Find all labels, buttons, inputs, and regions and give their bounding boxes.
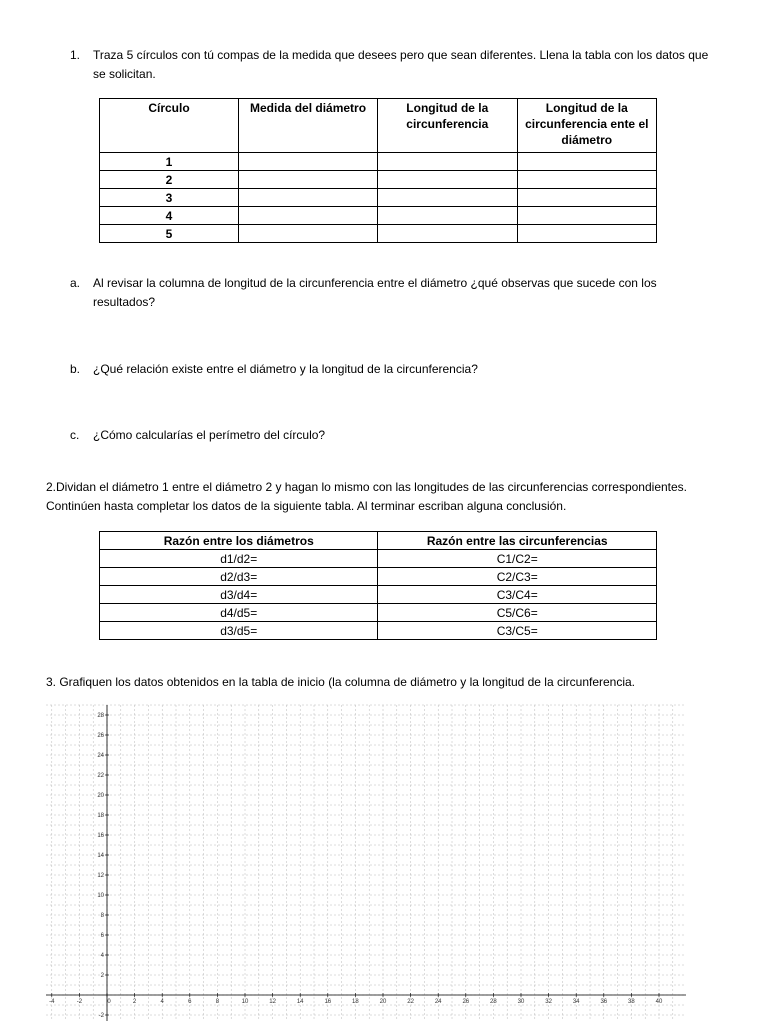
table-row [100,225,657,243]
x-tick-label: -2 [76,999,83,1005]
y-tick-label: 14 [97,853,104,859]
diameter-ratio-cell[interactable]: d4/d5= [100,604,378,622]
row-number: 4 [100,207,239,225]
circumference-ratio-cell[interactable]: C1/C2= [378,550,657,568]
x-tick-label: 34 [572,999,580,1005]
diameter-ratio-cell[interactable]: d3/d5= [100,622,378,640]
x-tick-label: 38 [628,999,635,1005]
x-tick-label: 20 [379,999,387,1005]
header-circulo: Círculo [100,99,239,153]
ratio-cell[interactable] [517,225,656,243]
circumference-ratio-cell[interactable]: C3/C5= [378,622,657,640]
x-tick-label: 22 [407,999,414,1005]
question-c [70,426,720,445]
x-tick-label: 30 [517,999,525,1005]
diameter-cell[interactable] [238,153,377,171]
grid-lines [46,705,686,1021]
table-row [100,153,657,171]
x-tick-label: 24 [434,999,442,1005]
y-tick-label: 26 [97,733,104,739]
table-header-row [100,99,657,153]
diameter-ratio-cell[interactable]: d3/d4= [100,586,378,604]
table-row [100,189,657,207]
row-number: 3 [100,189,239,207]
question-a-label: a. [70,276,81,290]
x-tick-label: 16 [324,999,332,1005]
x-tick-label: 2 [132,999,137,1005]
question-2-text: 2.Dividan el diámetro 1 entre el diámetro 2 y hagan lo mismo con las longitudes de las circunferencias correspondientes. Continúen hasta completar los datos de la siguiente tabla. Al terminar escriban alguna conclusión. [46,480,688,513]
y-tick-label: 8 [100,913,104,919]
x-tick-label: 32 [545,999,552,1005]
circle-data-table [99,98,657,243]
row-number: 2 [100,171,239,189]
x-tick-label: 40 [655,999,663,1005]
y-tick-label: 10 [97,893,104,899]
table-row [100,604,657,622]
header-longitud-entre-diametro: Longitud de la circunferencia ente el diámetro [517,99,656,153]
x-tick-label: 18 [352,999,359,1005]
x-tick-label: 12 [269,999,276,1005]
y-tick-label: 2 [100,973,104,979]
header-diametro: Medida del diámetro [238,99,377,153]
table-row [100,550,657,568]
question-a-text: Al revisar la columna de longitud de la circunferencia entre el diámetro ¿qué observas que sucede con los resultados? [93,276,657,309]
ratio-table [99,531,657,640]
header-razon-diametros: Razón entre los diámetros [100,532,378,550]
x-tick-label: -4 [49,999,55,1005]
header-longitud: Longitud de la circunferencia [378,99,517,153]
length-cell[interactable] [378,225,517,243]
ratio-cell[interactable] [517,153,656,171]
question-b-text: ¿Qué relación existe entre el diámetro y la longitud de la circunferencia? [93,362,478,376]
y-tick-label: 18 [97,813,104,819]
y-tick-label: 22 [97,773,104,779]
diameter-cell[interactable] [238,189,377,207]
question-b [70,360,720,379]
question-c-label: c. [70,428,80,442]
question-b-label: b. [70,362,81,376]
length-cell[interactable] [378,189,517,207]
y-tick-label: 24 [97,753,104,759]
y-tick-label: -2 [98,1013,104,1019]
blank-graph-grid[interactable] [46,703,686,1021]
ratio-cell[interactable] [517,207,656,225]
ratio-cell[interactable] [517,189,656,207]
question-c-text: ¿Cómo calcularías el perímetro del círculo? [93,428,326,442]
diameter-cell[interactable] [238,207,377,225]
circumference-ratio-cell[interactable]: C5/C6= [378,604,657,622]
circumference-ratio-cell[interactable]: C3/C4= [378,586,657,604]
x-tick-label: 36 [600,999,608,1005]
x-tick-label: 26 [462,999,470,1005]
length-cell[interactable] [378,153,517,171]
y-tick-label: 4 [100,953,104,959]
x-tick-label: 10 [241,999,249,1005]
y-tick-label: 16 [97,833,104,839]
x-tick-label: 4 [160,999,164,1005]
row-number: 5 [100,225,239,243]
question-1 [70,46,720,83]
length-cell[interactable] [378,207,517,225]
table-row [100,207,657,225]
question-3-text: 3. Grafiquen los datos obtenidos en la tabla de inicio (la columna de diámetro y la longitud de la circunferencia. [46,675,636,689]
table-row [100,568,657,586]
row-number: 1 [100,153,239,171]
x-tick-label: 8 [215,999,220,1005]
y-tick-label: 6 [100,933,104,939]
table-header-row [100,532,657,550]
x-tick-label: 6 [188,999,192,1005]
length-cell[interactable] [378,171,517,189]
diameter-ratio-cell[interactable]: d1/d2= [100,550,378,568]
x-tick-label: 28 [490,999,497,1005]
x-tick-label: 0 [107,999,111,1005]
x-tick-label: 14 [296,999,304,1005]
table-row [100,586,657,604]
ratio-cell[interactable] [517,171,656,189]
y-tick-label: 12 [97,873,104,879]
table-row [100,171,657,189]
diameter-ratio-cell[interactable]: d2/d3= [100,568,378,586]
y-tick-label: 20 [97,793,104,799]
question-1-number: 1. [70,48,81,62]
question-1-text: Traza 5 círculos con tú compas de la medida que desees pero que sean diferentes. Llena la tabla con los datos que se solicitan. [93,48,709,81]
header-razon-circunferencias: Razón entre las circunferencias [378,532,657,550]
table-row [100,622,657,640]
diameter-cell[interactable] [238,171,377,189]
circumference-ratio-cell[interactable]: C2/C3= [378,568,657,586]
y-tick-label: 28 [97,713,104,719]
diameter-cell[interactable] [238,225,377,243]
question-a [70,274,720,311]
